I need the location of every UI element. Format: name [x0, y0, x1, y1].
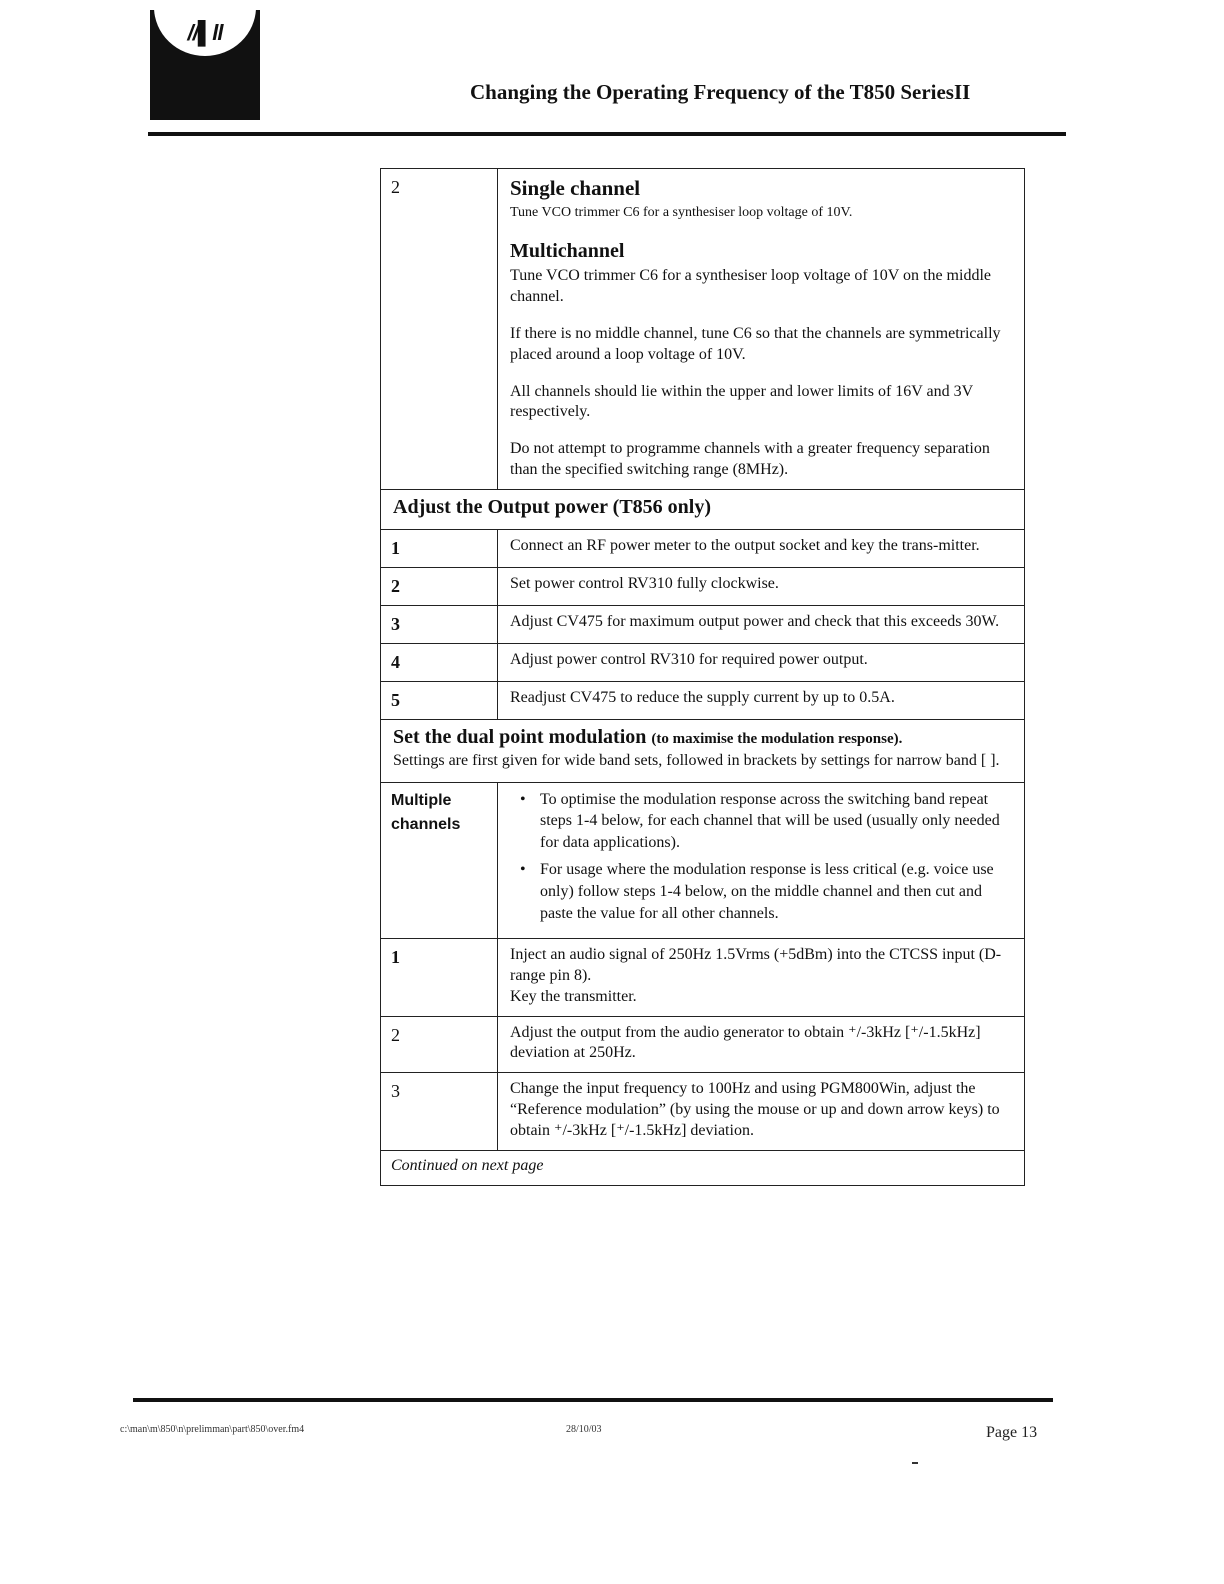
limits-text: All channels should lie within the upper and lower limits of 16V and 3V respectively.: [510, 382, 973, 421]
separation-text: Do not attempt to programme channels with a greater frequency separation than the specified switching range (8MHz).: [510, 440, 990, 479]
step-text: Adjust the output from the audio generator to obtain ⁺/-3kHz [⁺/-1.5kHz] deviation at 250Hz.: [498, 1016, 1025, 1073]
multichannel-heading: Multichannel: [510, 240, 625, 263]
step-number: 1: [381, 939, 498, 1016]
step-number: 2: [381, 1016, 498, 1073]
table-row: [381, 605, 1025, 643]
step-number: 4: [381, 643, 498, 681]
continued-text: Continued on next page: [381, 1150, 1025, 1185]
header-rule: [148, 132, 1066, 136]
step-text: Adjust power control RV310 for required power output.: [498, 643, 1025, 681]
step-content: [498, 939, 1025, 1016]
step-text: Change the input frequency to 100Hz and using PGM800Win, adjust the “Reference modulation” (by using the mouse or up and down arrow keys) to obtain ⁺/-3kHz [⁺/-1.5kHz] deviation.: [498, 1073, 1025, 1150]
table-row: [381, 1073, 1025, 1150]
bullet-list: [510, 789, 1014, 925]
step-number: 3: [381, 1073, 498, 1150]
single-channel-text: Tune VCO trimmer C6 for a synthesiser loop voltage of 10V.: [510, 205, 853, 221]
section-heading-cell: [381, 719, 1025, 782]
table-row: [381, 529, 1025, 567]
section-heading-cell: [381, 489, 1025, 529]
step-text: Inject an audio signal of 250Hz 1.5Vrms (+5dBm) into the CTCSS input (D-range pin 8).: [510, 946, 1002, 985]
dual-point-note: Settings are first given for wide band sets, followed in brackets by settings for narrow band [ ].: [393, 751, 1000, 769]
step-text: Readjust CV475 to reduce the supply current by up to 0.5A.: [498, 681, 1025, 719]
footer-file-path: c:\man\m\850\n\prelimman\part\850\over.fm4: [120, 1424, 305, 1435]
footer-rule: [133, 1398, 1053, 1402]
output-power-heading: Adjust the Output power (T856 only): [393, 495, 711, 518]
multiple-channels-content: [498, 782, 1025, 939]
middle-channel-text: If there is no middle channel, tune C6 so that the channels are symmetrically placed around a loop voltage of 10V.: [510, 325, 1001, 363]
table-row: [381, 643, 1025, 681]
table-row: [381, 681, 1025, 719]
procedure-table: [380, 168, 1025, 1186]
step-content: [498, 169, 1025, 490]
logo-text: //▌ll: [187, 20, 223, 45]
table-row: [381, 1016, 1025, 1073]
dual-point-heading: [393, 726, 1012, 749]
step-number: 1: [381, 529, 498, 567]
step-number: 5: [381, 681, 498, 719]
list-item: • To optimise the modulation response across the switching band repeat steps 1-4 below, for each channel that will be used (usually only needed for data applications).: [514, 789, 1014, 854]
step-number: 3: [381, 605, 498, 643]
step-number: 2: [381, 567, 498, 605]
table-row-step-2: [381, 169, 1025, 490]
section-heading-row: [381, 719, 1025, 782]
continued-row: [381, 1150, 1025, 1185]
section-heading-row: [381, 489, 1025, 529]
company-logo: [150, 10, 260, 120]
step-text: Set power control RV310 fully clockwise.: [498, 567, 1025, 605]
table-row: [381, 567, 1025, 605]
table-row: [381, 939, 1025, 1016]
dual-point-heading-aside: (to maximise the modulation response).: [651, 730, 903, 747]
multichannel-text: Tune VCO trimmer C6 for a synthesiser loop voltage of 10V on the middle channel.: [510, 267, 991, 306]
footer-date: 28/10/03: [566, 1424, 602, 1435]
single-channel-heading: Single channel: [510, 176, 641, 200]
scan-mark: [912, 1462, 918, 1464]
dual-point-heading-main: Set the dual point modulation: [393, 725, 647, 748]
table-row-multiple-channels: [381, 782, 1025, 939]
page-title: Changing the Operating Frequency of the T850 SeriesII: [470, 80, 971, 104]
step-number: 2: [381, 169, 498, 490]
list-item: • For usage where the modulation response is less critical (e.g. voice use only) follow steps 1-4 below, on the middle channel and then cut and paste the value for all other channels.: [514, 859, 1014, 924]
page-number: Page 13: [986, 1424, 1038, 1441]
step-text: Connect an RF power meter to the output socket and key the trans-mitter.: [498, 529, 1025, 567]
multiple-channels-label: Multiple channels: [381, 782, 498, 939]
step-text-2: Key the transmitter.: [510, 987, 637, 1005]
step-text: Adjust CV475 for maximum output power and check that this exceeds 30W.: [498, 605, 1025, 643]
